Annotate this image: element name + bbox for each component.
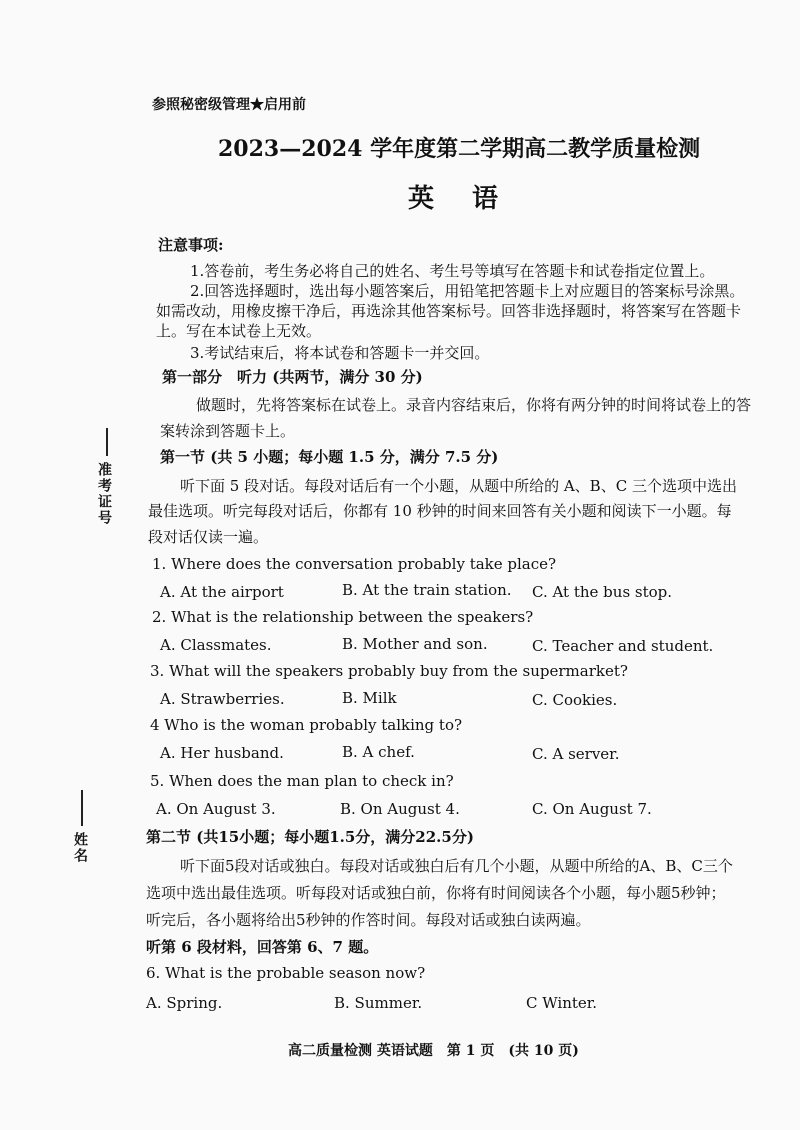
question-5: 5. When does the man plan to check in? [150,772,454,790]
q5-option-a: A. On August 3. [156,800,276,818]
q1-option-a: A. At the airport [160,583,284,601]
notice-item-2-line-3: 上。写在本试卷上无效。 [156,322,322,340]
q5-option-c: C. On August 7. [532,800,652,818]
q4-option-b: B. A chef. [342,743,415,761]
q2-option-c: C. Teacher and student. [532,637,714,655]
q3-option-b: B. Milk [342,689,397,707]
page-footer: 高二质量检测 英语试题 第 1 页 (共 10 页) [288,1043,579,1059]
exam-number-line [106,428,108,456]
section1-heading: 第一节 (共 5 小题；每小题 1.5 分，满分 7.5 分) [160,448,499,466]
material-6-label: 听第 6 段材料，回答第 6、7 题。 [146,938,379,956]
subject-title: 英 语 [408,184,505,214]
section1-instr-line-2: 最佳选项。听完每段对话后，你都有 10 秒钟的时间来回答有关小题和阅读下一小题。每 [148,502,732,520]
q6-option-a: A. Spring. [146,994,223,1012]
notice-item-2-line-2: 如需改动，用橡皮擦干净后，再选涂其他答案标号。回答非选择题时，将答案写在答题卡 [156,302,742,320]
q6-option-c: C Winter. [526,994,598,1012]
question-2: 2. What is the relationship between the speakers? [152,608,534,626]
q2-option-b: B. Mother and son. [342,635,488,653]
part1-intro-line-2: 案转涂到答题卡上。 [160,422,296,440]
section1-instr-line-1: 听下面 5 段对话。每段对话后有一个小题，从题中所给的 A、B、C 三个选项中选出 [180,477,737,495]
name-label: 姓名 [72,832,88,864]
q1-option-b: B. At the train station. [342,581,512,599]
notice-item-1: 1.答卷前，考生务必将自己的姓名、考生号等填写在答题卡和试卷指定位置上。 [190,262,715,280]
secrecy-label: 参照秘密级管理★启用前 [152,97,306,113]
q4-option-a: A. Her husband. [160,744,284,762]
name-line [81,790,83,826]
part1-intro-line-1: 做题时，先将答案标在试卷上。录音内容结束后，你将有两分钟的时间将试卷上的答 [196,396,752,414]
q2-option-a: A. Classmates. [160,636,272,654]
notice-item-3: 3.考试结束后，将本试卷和答题卡一并交回。 [190,344,490,362]
q4-option-c: C. A server. [532,745,620,763]
question-1: 1. Where does the conversation probably take place? [152,555,557,573]
q6-option-b: B. Summer. [334,994,423,1012]
section2-heading: 第二节 (共15小题；每小题1.5分，满分22.5分) [146,828,474,846]
section2-instr-line-1: 听下面5段对话或独白。每段对话或独白后有几个小题，从题中所给的A、B、C三个 [180,857,733,875]
notice-item-2-line-1: 2.回答选择题时，选出每小题答案后，用铅笔把答题卡上对应题目的答案标号涂黑。 [190,282,745,300]
question-6: 6. What is the probable season now? [146,964,426,982]
q3-option-a: A. Strawberries. [160,690,285,708]
question-4: 4 Who is the woman probably talking to? [150,716,463,734]
part1-heading: 第一部分 听力 (共两节，满分 30 分) [162,368,423,386]
exam-title: 2023—2024 学年度第二学期高二教学质量检测 [218,136,701,162]
section2-instr-line-2: 选项中选出最佳选项。听每段对话或独白前，你将有时间阅读各个小题，每小题5秒钟； [146,884,726,902]
section2-instr-line-3: 听完后，各小题将给出5秒钟的作答时间。每段对话或独白读两遍。 [146,911,591,929]
question-3: 3. What will the speakers probably buy from the supermarket? [150,662,628,680]
q5-option-b: B. On August 4. [340,800,460,818]
exam-number-label: 准考证号 [96,462,112,526]
section1-instr-line-3: 段对话仅读一遍。 [148,528,269,546]
q3-option-c: C. Cookies. [532,691,618,709]
q1-option-c: C. At the bus stop. [532,583,673,601]
notice-heading: 注意事项: [158,236,224,254]
